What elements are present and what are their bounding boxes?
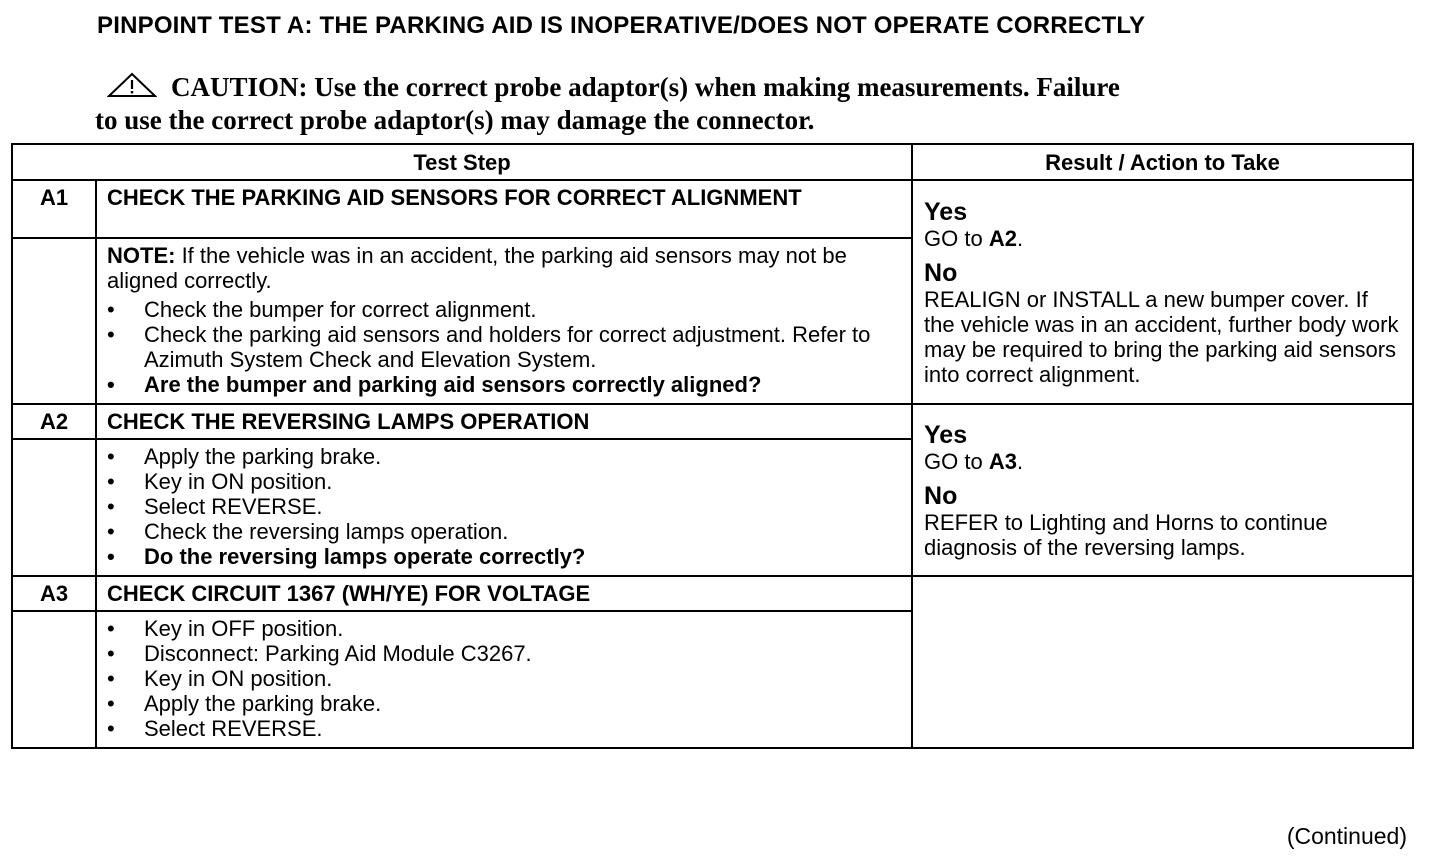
list-item-question: • Do the reversing lamps operate correctly? bbox=[107, 544, 901, 569]
caution-line-1 bbox=[95, 72, 1295, 105]
step-id-blank bbox=[12, 611, 96, 748]
yes-target: A3 bbox=[988, 448, 1017, 474]
warning-triangle-icon bbox=[107, 72, 157, 105]
header-test-step: Test Step bbox=[12, 144, 912, 180]
yes-action: GO to bbox=[924, 448, 989, 474]
page-title: PINPOINT TEST A: THE PARKING AID IS INOPERATIVE/DOES NOT OPERATE CORRECTLY bbox=[97, 12, 1146, 39]
result-no-text: REFER to Lighting and Horns to continue diagnosis of the reversing lamps. bbox=[924, 509, 1328, 560]
note-text: If the vehicle was in an accident, the parking aid sensors may not be aligned correctly. bbox=[107, 243, 847, 293]
step-heading: CHECK THE REVERSING LAMPS OPERATION bbox=[96, 404, 912, 439]
list-item-question: • Are the bumper and parking aid sensors correctly aligned? bbox=[107, 372, 901, 397]
table-header-row bbox=[12, 144, 1413, 180]
list-item: • Apply the parking brake. bbox=[107, 691, 901, 716]
yes-target: A2 bbox=[988, 225, 1017, 251]
list-item: • Key in ON position. bbox=[107, 469, 901, 494]
result-action-cell bbox=[912, 180, 1413, 404]
yes-end: . bbox=[1016, 225, 1024, 251]
step-body bbox=[96, 238, 912, 404]
step-id-blank bbox=[12, 439, 96, 576]
list-item: • Key in OFF position. bbox=[107, 616, 901, 641]
step-id: A3 bbox=[12, 576, 96, 611]
list-item: • Check the reversing lamps operation. bbox=[107, 519, 901, 544]
yes-end: . bbox=[1016, 448, 1024, 474]
step-id: A1 bbox=[12, 180, 96, 238]
caution-notice bbox=[95, 72, 1295, 136]
result-no-label: No bbox=[924, 258, 958, 287]
step-id: A2 bbox=[12, 404, 96, 439]
list-item: • Select REVERSE. bbox=[107, 716, 901, 741]
list-item: • Check the bumper for correct alignment. bbox=[107, 297, 901, 322]
yes-action: GO to bbox=[924, 225, 989, 251]
result-yes-text bbox=[924, 226, 1401, 251]
list-item: • Select REVERSE. bbox=[107, 494, 901, 519]
result-yes-label: Yes bbox=[924, 420, 968, 449]
step-bullet-list bbox=[107, 444, 901, 569]
list-item: • Disconnect: Parking Aid Module C3267. bbox=[107, 641, 901, 666]
header-result-action: Result / Action to Take bbox=[912, 144, 1413, 180]
pinpoint-test-table bbox=[11, 143, 1414, 749]
result-action-cell bbox=[912, 404, 1413, 576]
table-row bbox=[12, 576, 1413, 611]
step-heading: CHECK CIRCUIT 1367 (WH/YE) FOR VOLTAGE bbox=[96, 576, 912, 611]
continued-label: (Continued) bbox=[1286, 823, 1407, 849]
step-heading: CHECK THE PARKING AID SENSORS FOR CORRECT ALIGNMENT bbox=[96, 180, 912, 238]
note-label: NOTE: bbox=[107, 243, 176, 268]
step-id-blank bbox=[12, 238, 96, 404]
result-action-cell-empty bbox=[912, 576, 1413, 748]
table-row bbox=[12, 180, 1413, 238]
table-row bbox=[12, 404, 1413, 439]
result-no-text: REALIGN or INSTALL a new bumper cover. If the vehicle was in an accident, further body work may be required to bring the parking aid sensors into correct alignment. bbox=[924, 286, 1399, 387]
step-note bbox=[107, 243, 901, 293]
caution-text-1: CAUTION: Use the correct probe adaptor(s) when making measurements. Failure bbox=[171, 72, 1120, 102]
step-bullet-list bbox=[107, 297, 901, 397]
step-body bbox=[96, 439, 912, 576]
list-item: • Check the parking aid sensors and holders for correct adjustment. Refer to Azimuth System Check and Elevation System. bbox=[107, 322, 901, 372]
list-item: • Key in ON position. bbox=[107, 666, 901, 691]
caution-line-2: to use the correct probe adaptor(s) may damage the connector. bbox=[95, 105, 815, 135]
step-bullet-list bbox=[107, 616, 901, 741]
step-body bbox=[96, 611, 912, 748]
result-no-label: No bbox=[924, 481, 958, 510]
result-yes-label: Yes bbox=[924, 197, 968, 226]
result-yes-text bbox=[924, 449, 1401, 474]
list-item: • Apply the parking brake. bbox=[107, 444, 901, 469]
